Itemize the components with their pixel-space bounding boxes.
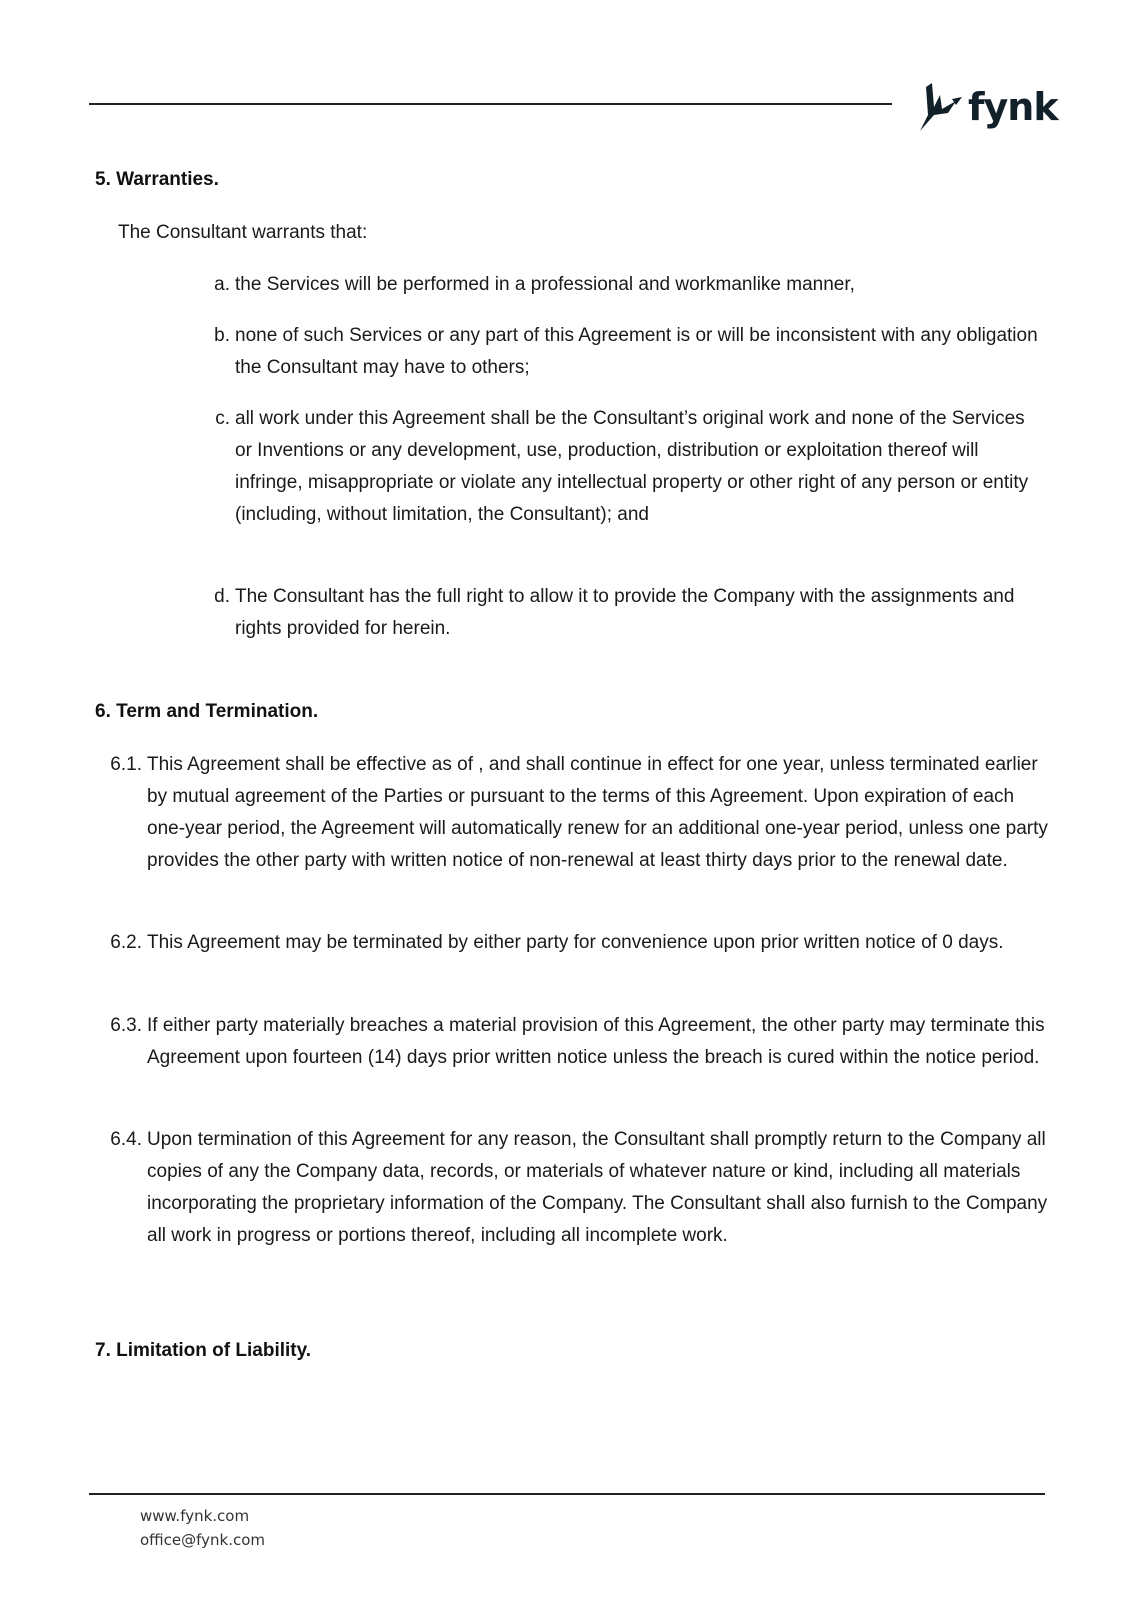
footer-website: www.fynk.com: [140, 1507, 250, 1525]
list-text: all work under this Agreement shall be the Consultant’s original work and none of the Services or Inventions or any development, use, production, distribution or exploitation thereof will infringe, misappropriate or violate any intellectual property or other right of any person or entity (including, without limitation, the Consultant); and: [235, 408, 1029, 525]
clause-text: If either party materially breaches a material provision of this Agreement, the other party may terminate this Agreement upon fourteen (14) days prior written notice unless the breach is cured within the notice period.: [147, 1015, 1045, 1068]
section-intro: The Consultant warrants that:: [118, 222, 368, 243]
list-item: [200, 320, 1040, 384]
list-text: The Consultant has the full right to allow it to provide the Company with the assignments and rights provided for herein.: [235, 586, 1015, 639]
clause-text: This Agreement shall be effective as of , and shall continue in effect for one year, unless terminated earlier by mutual agreement of the Parties or pursuant to the terms of this Agreement. Upon expiration of each one-year period, the Agreement will automatically renew for an additional one-year period, unless one party provides the other party with written notice of non-renewal at least thirty days prior to the renewal date.: [147, 754, 1048, 871]
header-divider: [89, 103, 892, 105]
clause-number: 6.1.: [110, 754, 142, 775]
footer-email: office@fynk.com: [140, 1531, 266, 1549]
clause-text: Upon termination of this Agreement for any reason, the Consultant shall promptly return to the Company all copies of any the Company data, records, or materials of whatever nature or kind, including all materials incorporating the proprietary information of the Company. The Consultant shall also furnish to the Company all work in progress or portions thereof, including all incomplete work.: [147, 1129, 1048, 1246]
clause-item: [100, 1010, 1055, 1074]
brand-logo: [918, 80, 1058, 134]
list-item: [200, 581, 1040, 645]
clause-item: [100, 749, 1055, 877]
bird-icon: [918, 81, 964, 133]
clause-number: 6.2.: [110, 932, 142, 953]
clause-number: 6.3.: [110, 1015, 142, 1036]
list-marker: b.: [214, 325, 230, 346]
list-text: the Services will be performed in a professional and workmanlike manner,: [235, 274, 855, 295]
section-heading-term-termination: 6. Term and Termination.: [95, 701, 319, 722]
list-marker: d.: [214, 586, 230, 607]
list-marker: c.: [215, 408, 230, 429]
clause-item: [100, 927, 1055, 959]
list-item: [200, 403, 1040, 531]
footer-divider: [89, 1493, 1045, 1495]
clause-item: [100, 1124, 1055, 1252]
clause-number: 6.4.: [110, 1129, 142, 1150]
list-marker: a.: [214, 274, 230, 295]
clause-text: This Agreement may be terminated by either party for convenience upon prior written notice of 0 days.: [147, 932, 1004, 953]
section-heading-warranties: 5. Warranties.: [95, 169, 219, 190]
list-item: [200, 269, 1040, 301]
section-heading-limitation-liability: 7. Limitation of Liability.: [95, 1340, 312, 1361]
brand-name: fynk: [968, 85, 1058, 129]
list-text: none of such Services or any part of this Agreement is or will be inconsistent with any obligation the Consultant may have to others;: [235, 325, 1038, 378]
